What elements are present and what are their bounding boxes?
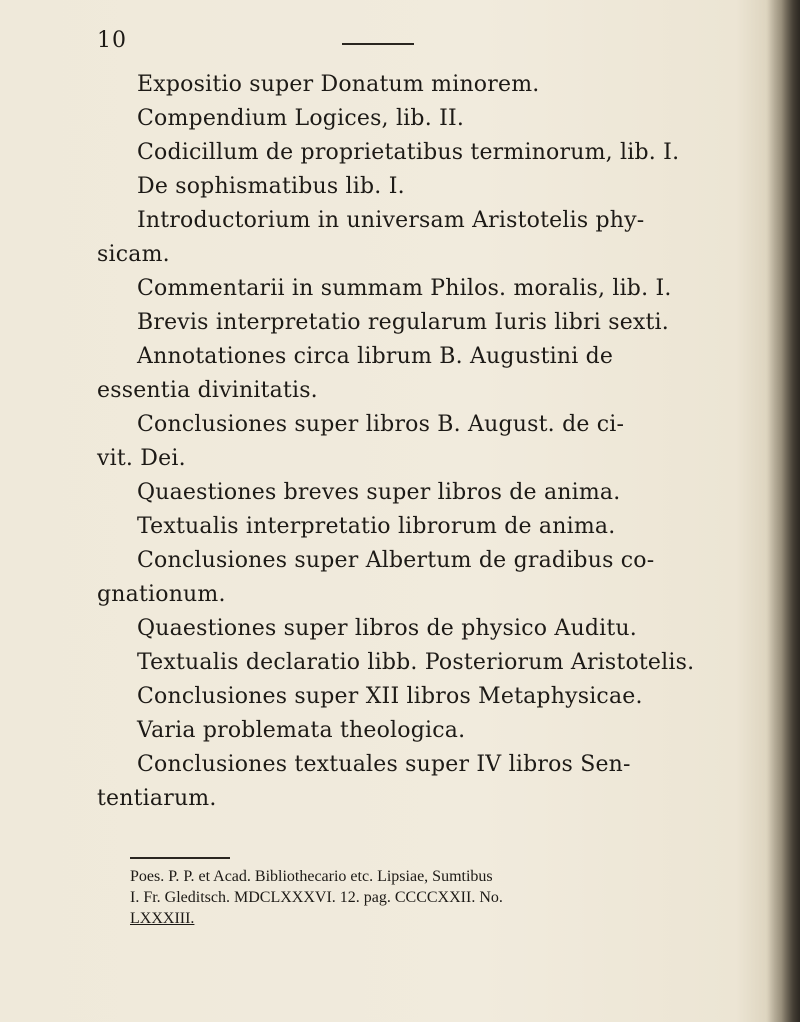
footnote-line-3: LXXXIII. [130, 910, 195, 927]
list-item [97, 646, 697, 680]
entry-title-line: Conclusiones super libros B. August. de ci- [137, 412, 625, 437]
entry-title-line: Conclusiones super Albertum de gradibus co- [137, 548, 655, 573]
list-item [97, 340, 697, 408]
footnote [130, 866, 690, 929]
entry-title-line: Codicillum de proprietatibus terminorum, lib. I. [137, 140, 680, 165]
entry-title-line: Quaestiones breves super libros de anima. [137, 480, 621, 505]
entry-continuation-line: sicam. [97, 242, 170, 267]
entry-continuation-line: essentia divinitatis. [97, 378, 318, 403]
entry-title-line: Commentarii in summam Philos. moralis, lib. I. [137, 276, 672, 301]
list-item [97, 204, 697, 272]
list-item [97, 102, 697, 136]
list-item [97, 68, 697, 102]
entry-title-line: Textualis interpretatio librorum de anima. [137, 514, 616, 539]
entry-continuation-line: vit. Dei. [97, 446, 186, 471]
list-item [97, 170, 697, 204]
list-item [97, 306, 697, 340]
list-item [97, 136, 697, 170]
entry-title-line: Textualis declaratio libb. Posteriorum Aristotelis. [137, 650, 695, 675]
entry-title-line: Introductorium in universam Aristotelis phy- [137, 208, 645, 233]
list-item [97, 748, 697, 816]
footnote-rule [130, 857, 230, 859]
entry-title-line: Expositio super Donatum minorem. [137, 72, 540, 97]
list-item [97, 612, 697, 646]
list-item [97, 408, 697, 476]
page-number: 10 [97, 28, 127, 53]
entry-continuation-line: tentiarum. [97, 786, 217, 811]
list-item [97, 680, 697, 714]
entry-title-line: De sophismatibus lib. I. [137, 174, 405, 199]
list-item [97, 476, 697, 510]
list-item [97, 510, 697, 544]
list-item [97, 272, 697, 306]
entry-title-line: Varia problemata theologica. [137, 718, 466, 743]
header-rule [342, 43, 414, 45]
entry-title-line: Quaestiones super libros de physico Auditu. [137, 616, 637, 641]
entry-title-line: Conclusiones textuales super IV libros Sen- [137, 752, 631, 777]
footnote-line-1: Poes. P. P. et Acad. Bibliothecario etc. Lipsiae, Sumtibus [130, 868, 493, 885]
entry-title-line: Annotationes circa librum B. Augustini de [137, 344, 614, 369]
footnote-line-2: I. Fr. Gleditsch. MDCLXXXVI. 12. pag. CCCCXXII. No. [130, 889, 503, 906]
works-list [97, 68, 697, 816]
list-item [97, 544, 697, 612]
entry-title-line: Brevis interpretatio regularum Iuris libri sexti. [137, 310, 669, 335]
entry-continuation-line: gnationum. [97, 582, 226, 607]
page-spine-shadow [766, 0, 800, 1022]
entry-title-line: Compendium Logices, lib. II. [137, 106, 465, 131]
list-item [97, 714, 697, 748]
entry-title-line: Conclusiones super XII libros Metaphysicae. [137, 684, 643, 709]
